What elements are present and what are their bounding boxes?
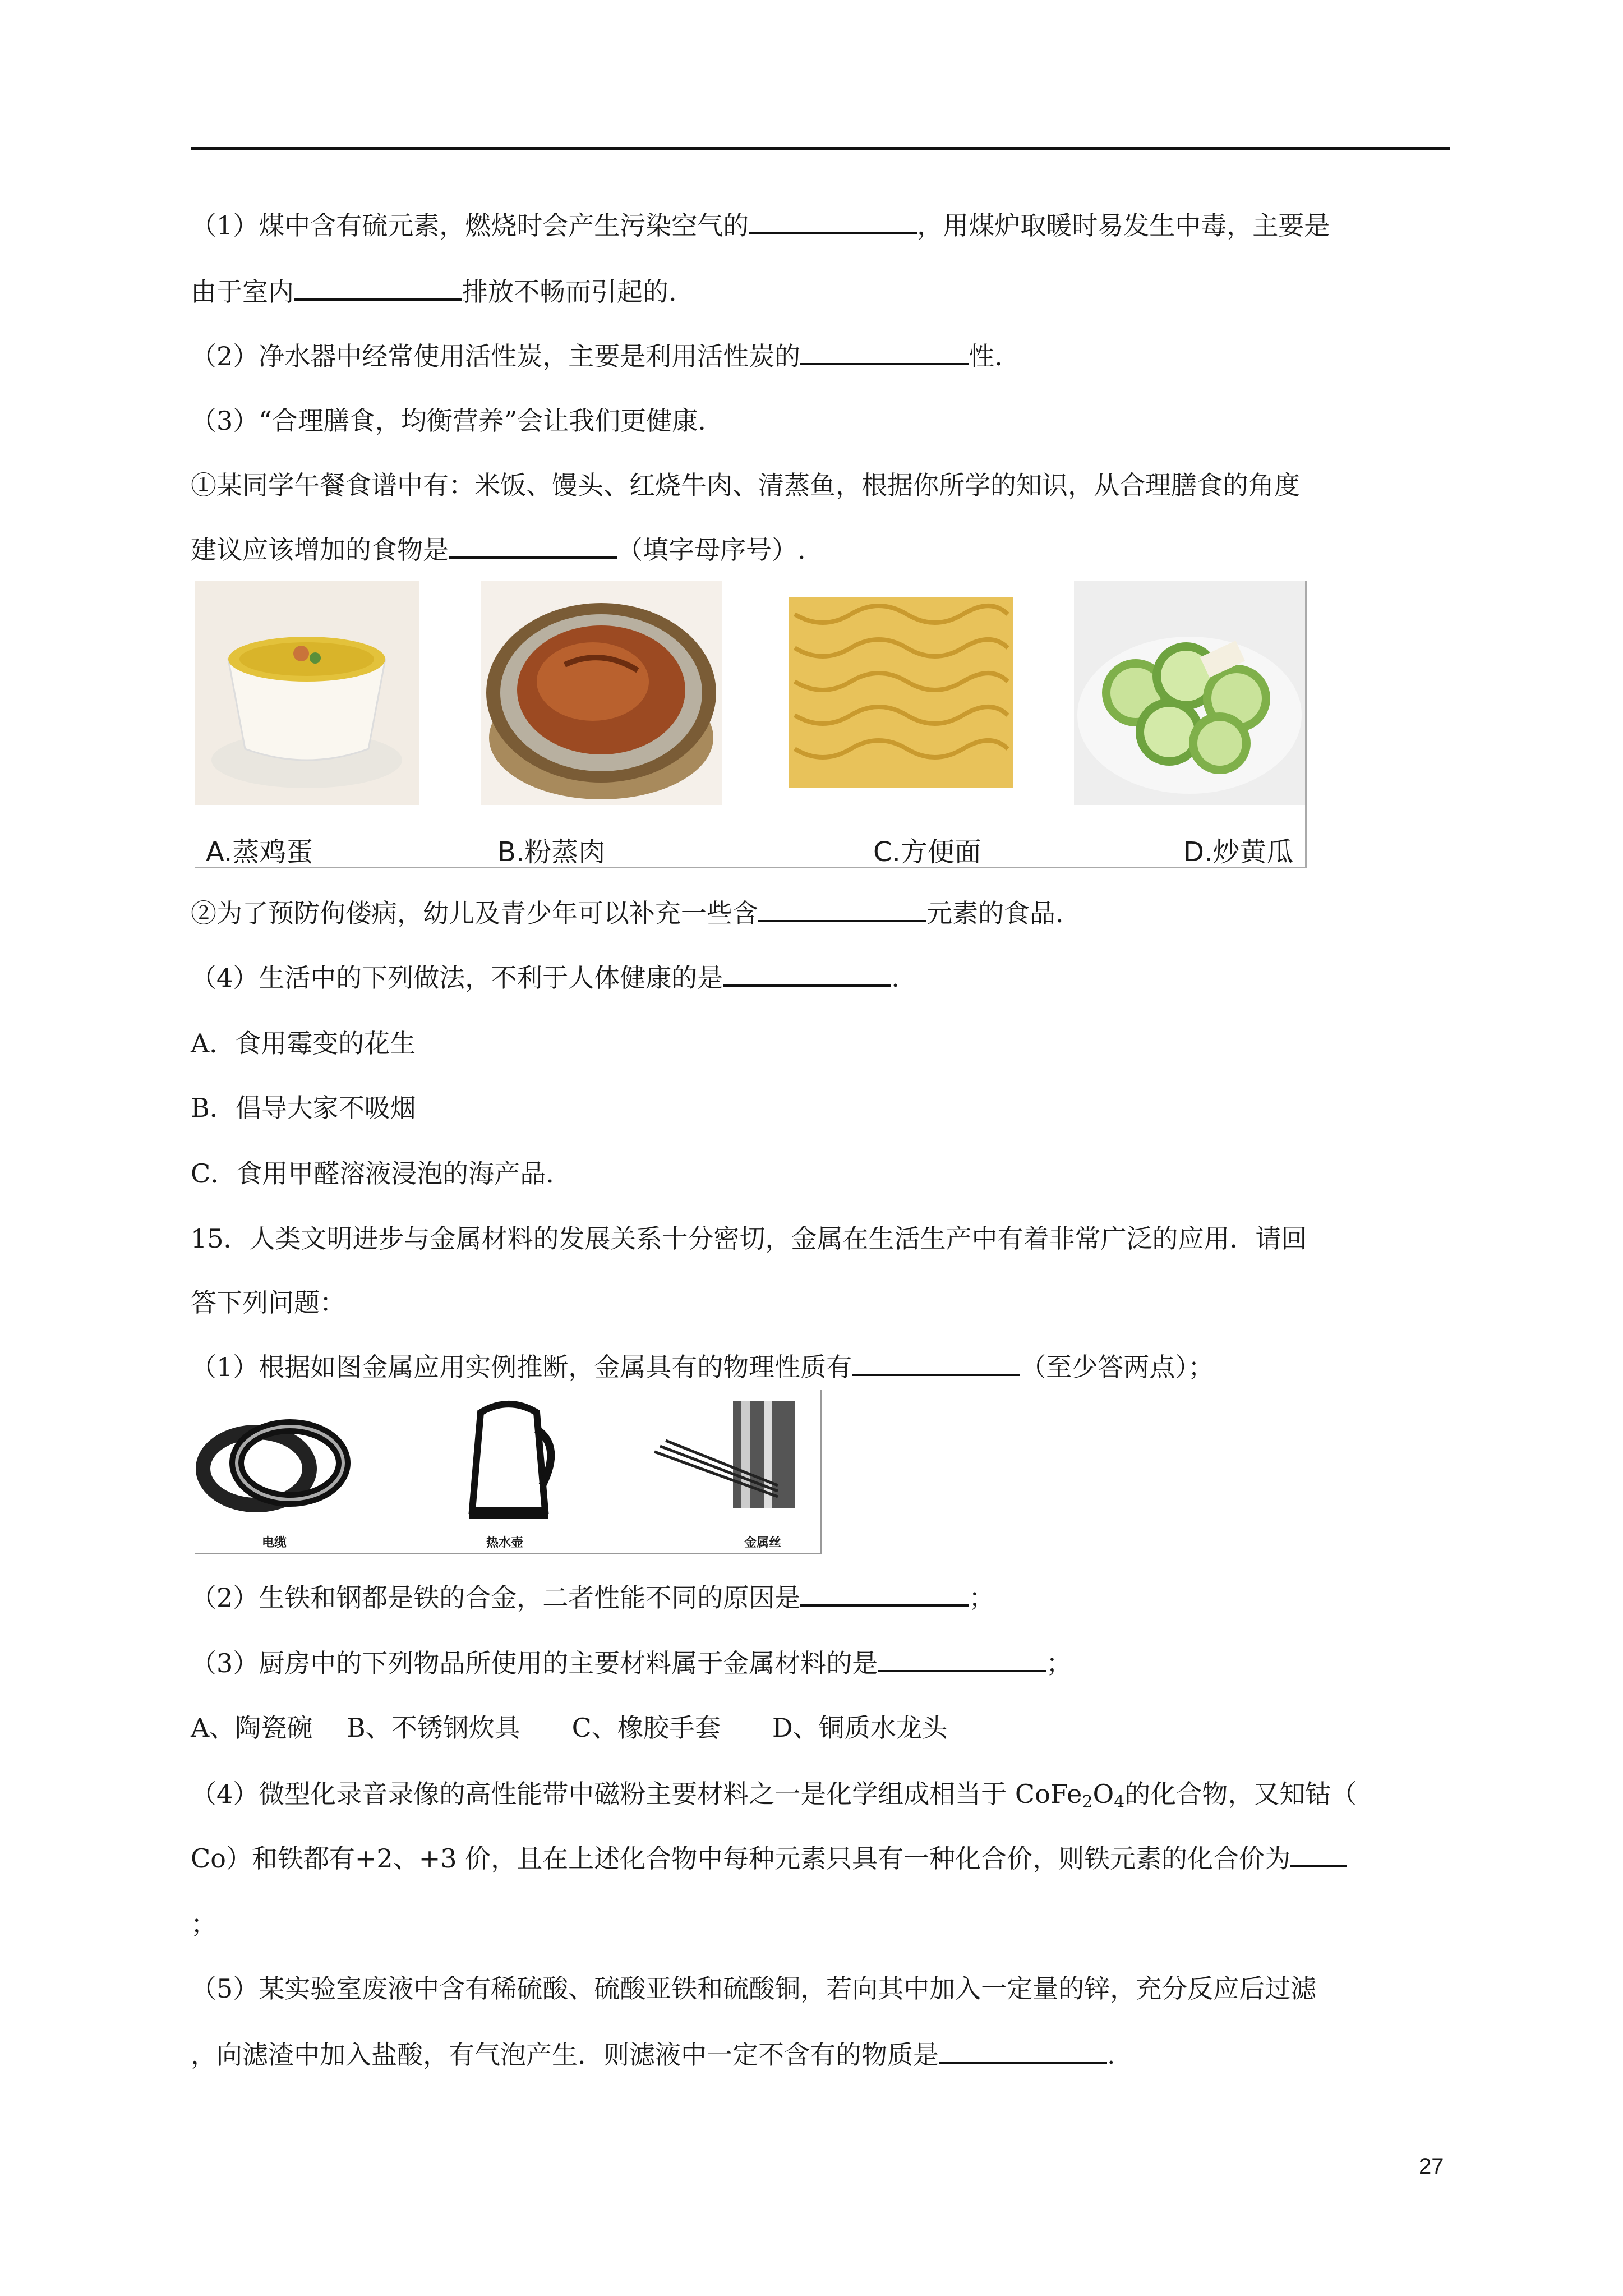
q14-part2: （2）净水器中经常使用活性炭，主要是利用活性炭的 性. xyxy=(191,339,1003,373)
page-number: 27 xyxy=(1419,2154,1444,2179)
answer-blank[interactable] xyxy=(878,1646,1046,1672)
wire-image xyxy=(643,1390,811,1525)
answer-blank[interactable] xyxy=(449,533,617,559)
cucumber-image xyxy=(1074,581,1305,805)
q15-stem-line1: 15．人类文明进步与金属材料的发展关系十分密切，金属在生活生产中有着非常广泛的应用．请回 xyxy=(191,1223,1307,1254)
food-label-d: D.炒黄瓜 xyxy=(1183,836,1294,868)
q15-part4-line1: （4）微型化录音录像的高性能带中磁粉主要材料之一是化学组成相当于 $CoFe_2O_4$的化合物，又知钴（ xyxy=(191,1779,1357,1812)
q15-part3-options: A、陶瓷碗 B、不锈钢炊具 C、橡胶手套 D、铜质水龙头 xyxy=(191,1713,948,1743)
q14-option-c: C．食用甲醛溶液浸泡的海产品. xyxy=(191,1158,554,1189)
food-label-c: C.方便面 xyxy=(873,836,981,868)
q14-option-b: B．倡导大家不吸烟 xyxy=(191,1093,416,1123)
answer-blank[interactable] xyxy=(294,275,462,301)
q14-part1-line2: 由于室内 排放不畅而引起的. xyxy=(191,275,677,309)
answer-blank[interactable] xyxy=(758,896,926,922)
metal-uses-figure xyxy=(195,1390,822,1554)
q15-part2: （2）生铁和钢都是铁的合金，二者性能不同的原因是 ； xyxy=(191,1581,994,1614)
wire-label: 金属丝 xyxy=(744,1536,782,1550)
q14-part3-1-line2: 建议应该增加的食物是 （填字母序号）. xyxy=(191,533,806,567)
q15-part5-line2: ，向滤渣中加入盐酸，有气泡产生．则滤液中一定不含有的物质是 . xyxy=(191,2038,1115,2072)
q14-part4: （4）生活中的下列做法，不利于人体健康的是 . xyxy=(191,961,900,995)
q15-part5-line1: （5）某实验室废液中含有稀硫酸、硫酸亚铁和硫酸铜，若向其中加入一定量的锌，充分反应后过滤 xyxy=(191,1973,1317,2004)
instant-noodles-image xyxy=(778,581,1025,805)
cable-image xyxy=(195,1401,352,1530)
steamed-pork-image xyxy=(481,581,722,805)
answer-blank[interactable] xyxy=(749,209,917,234)
q14-option-a: A．食用霉变的花生 xyxy=(191,1028,416,1059)
answer-blank[interactable] xyxy=(852,1350,1020,1376)
steamed-egg-image xyxy=(195,581,419,805)
header-rule xyxy=(191,147,1450,150)
q14-part1-line1: （1）煤中含有硫元素，燃烧时会产生污染空气的 ，用煤炉取暖时易发生中毒，主要是 xyxy=(191,209,1330,242)
answer-blank[interactable] xyxy=(939,2038,1107,2064)
kettle-image xyxy=(458,1390,559,1525)
food-label-b: B.粉蒸肉 xyxy=(497,836,606,868)
q15-part3: （3）厨房中的下列物品所使用的主要材料属于金属材料的是 ； xyxy=(191,1646,1072,1680)
q14-part3: （3）“合理膳食，均衡营养”会让我们更健康. xyxy=(191,406,706,436)
q15-part4-line2: Co）和铁都有+2、+3 价，且在上述化合物中每种元素只具有一种化合价，则铁元素的化合价为 xyxy=(191,1842,1347,1875)
q14-part3-2: ②为了预防佝偻病，幼儿及青少年可以补充一些含 元素的食品. xyxy=(191,896,1064,930)
answer-blank[interactable] xyxy=(1290,1842,1347,1867)
kettle-label: 热水壶 xyxy=(486,1536,524,1550)
food-label-a: A.蒸鸡蛋 xyxy=(206,836,313,868)
q15-part4-line3: ； xyxy=(191,1909,216,1939)
q14-part3-1-line1: ①某同学午餐食谱中有：米饭、馒头、红烧牛肉、清蒸鱼，根据你所学的知识，从合理膳食的角度 xyxy=(191,470,1300,500)
answer-blank[interactable] xyxy=(800,339,969,365)
food-options-figure xyxy=(195,581,1307,868)
answer-blank[interactable] xyxy=(800,1581,969,1607)
answer-blank[interactable] xyxy=(723,961,891,987)
q15-part1: （1）根据如图金属应用实例推断，金属具有的物理性质有 （至少答两点）； xyxy=(191,1350,1214,1384)
q15-stem-line2: 答下列问题： xyxy=(191,1287,345,1318)
cable-label: 电缆 xyxy=(262,1536,287,1550)
